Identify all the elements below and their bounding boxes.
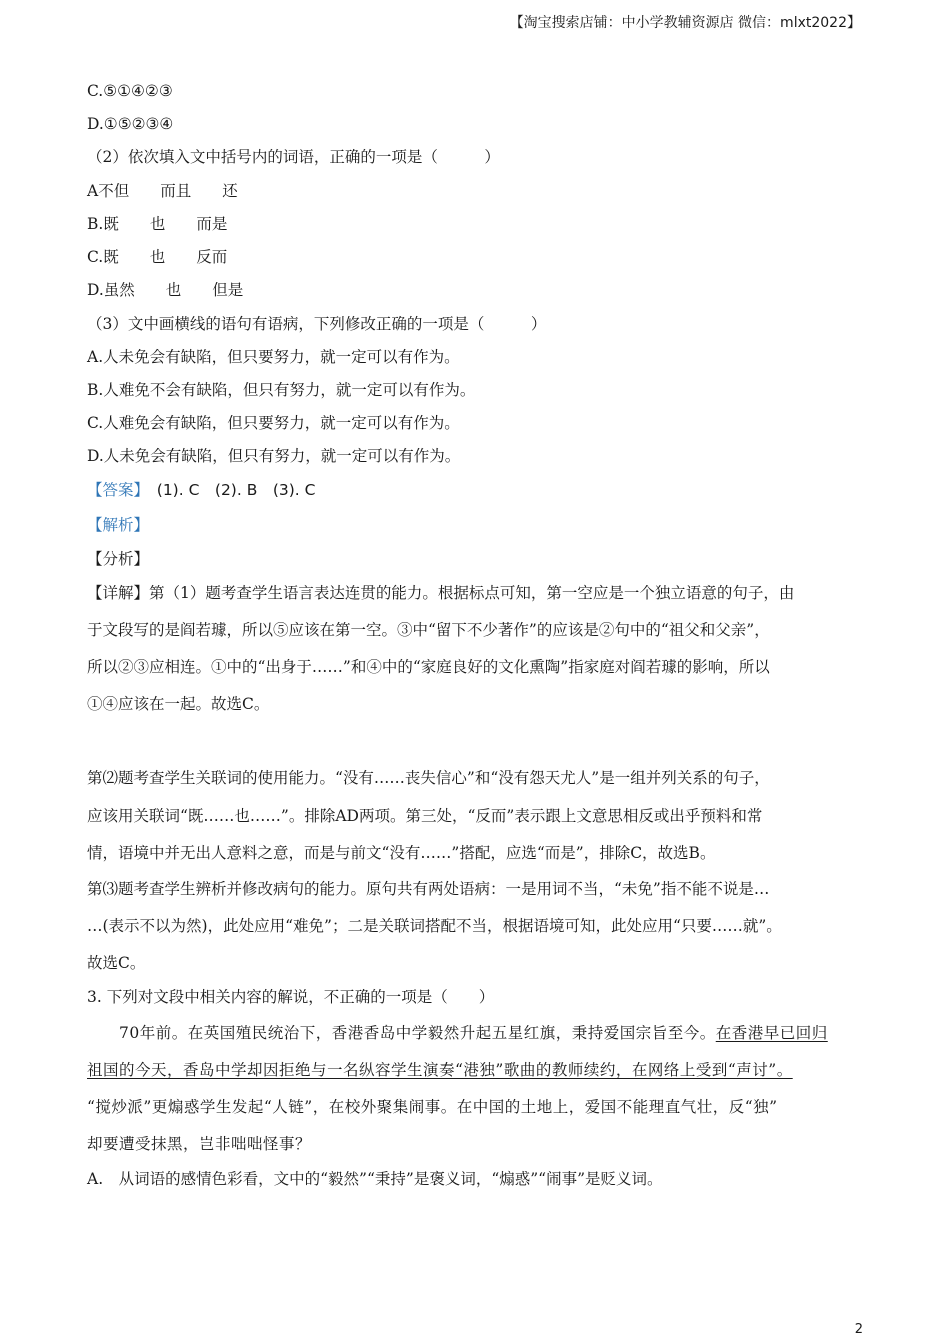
detail2-line: 情，语境中并无出人意料之意，而是与前文“没有……”搭配，应选“而是”，排除C，故选B。	[87, 844, 716, 862]
answer-line	[87, 480, 315, 500]
option-d: D.①⑤②③④	[87, 115, 174, 133]
analysis-label: 【解析】	[87, 516, 150, 534]
detail2-line: 故选C。	[87, 954, 146, 972]
option-c: C.⑤①④②③	[87, 82, 173, 100]
detail2-line: 第⑵题考查学生关联词的使用能力。“没有……丧失信心”和“没有怨天尤人”是一组并列关系的句子，	[87, 769, 770, 787]
answer-label: 【答案】	[87, 481, 142, 499]
page-header: 【淘宝搜索店铺：中小学教辅资源店 微信：mlxt2022】	[509, 15, 861, 31]
q3-option-d: D.人未免会有缺陷，但只有努力，就一定可以有作为。	[87, 447, 461, 465]
q3-main-stem: 3. 下列对文段中相关内容的解说，不正确的一项是（ ）	[87, 988, 495, 1006]
q2-option-d: D.虽然 也 但是	[87, 281, 244, 299]
detail-line: ①④应该在一起。故选C。	[87, 695, 270, 713]
answer-text: (1). C (2). B (3). C	[141, 481, 316, 499]
q2-stem: （2）依次填入文中括号内的词语，正确的一项是（ ）	[87, 148, 500, 166]
q3-option-a: A.人未免会有缺陷，但只要努力，就一定可以有作为。	[87, 348, 460, 366]
q2-option-a: A不但 而且 还	[87, 182, 238, 200]
detail2-line: …(表示不以为然)，此处应用“难免”；二是关联词搭配不当，根据语境可知，此处应用“只要……就”。	[87, 917, 782, 935]
detail2-line: 第⑶题考查学生辨析并修改病句的能力。原句共有两处语病：一是用词不当，“未免”指不能不说是…	[87, 880, 770, 898]
underlined-sentence: 在香港早已回归	[715, 1024, 828, 1042]
fenxi-label: 【分析】	[87, 550, 150, 568]
passage-line-1	[87, 1023, 828, 1043]
page-number: 2	[854, 1322, 863, 1337]
detail-line: 【详解】第（1）题考查学生语言表达连贯的能力。根据标点可知，第一空应是一个独立语意的句子，由	[87, 584, 795, 602]
passage-line-3: “搅炒派”更煽惑学生发起“人链”，在校外聚集闹事。在中国的土地上，爱国不能理直气壮，反“独”	[87, 1098, 778, 1116]
detail-line: 所以②③应相连。①中的“出身于……”和④中的“家庭良好的文化熏陶”指家庭对阎若璩的影响，所以	[87, 658, 770, 676]
passage-line-2: 祖国的今天，香岛中学却因拒绝与一名纵容学生演奏“港独”歌曲的教师续约，在网络上受到“声讨”。	[87, 1061, 793, 1079]
detail-line: 于文段写的是阎若璩，所以⑤应该在第一空。③中“留下不少著作”的应该是②句中的“祖父和父亲”，	[87, 621, 770, 639]
q3-option-b: B.人难免不会有缺陷，但只有努力，就一定可以有作为。	[87, 381, 476, 399]
detail2-line: 应该用关联词“既……也……”。排除AD两项。第三处，“反而”表示跟上文意思相反或出乎预料和常	[87, 807, 763, 825]
q3-option-c: C.人难免会有缺陷，但只要努力，就一定可以有作为。	[87, 414, 460, 432]
passage-line-4: 却要遭受抹黑，岂非咄咄怪事？	[87, 1135, 312, 1153]
q2-option-c: C.既 也 反而	[87, 248, 228, 266]
q3-stem: （3）文中画横线的语句有语病，下列修改正确的一项是（ ）	[87, 315, 547, 333]
q2-option-b: B.既 也 而是	[87, 215, 228, 233]
passage-text: 70年前。在英国殖民统治下，香港香岛中学毅然升起五星红旗，秉持爱国宗旨至今。	[87, 1024, 716, 1042]
q3-main-option-a: A. 从词语的感情色彩看，文中的“毅然”“秉持”是褒义词，“煽惑”“闹事”是贬义词。	[87, 1170, 663, 1188]
